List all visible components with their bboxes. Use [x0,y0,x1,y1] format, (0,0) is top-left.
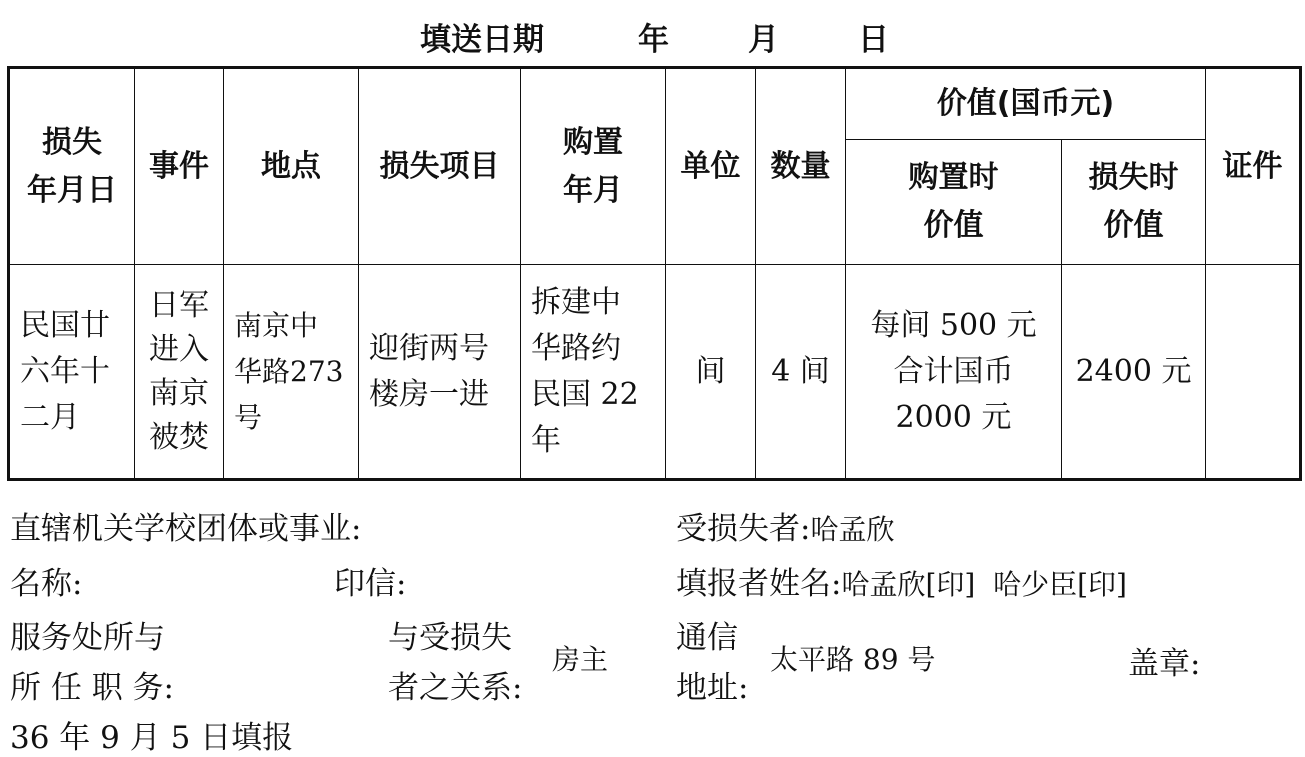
cell-value-at-loss: 2400 元 [1062,265,1206,480]
cell-unit: 间 [666,265,756,480]
col-purchase-date: 购置 年月 [521,68,666,265]
loss-report-table [7,66,1302,481]
address-label-1: 通信 [676,620,738,656]
filed-date: 36 年 9 月 5 日填报 [10,720,294,756]
filer-label: 填报者姓名:哈孟欣[印] 哈少臣[印] [676,566,1127,602]
address-value: 太平路 89 号 [770,643,936,676]
victim-label: 受损失者:哈孟欣 [676,511,895,547]
fill-date-label: 填送日期 [420,22,544,58]
cell-event: 日军 进入 南京 被焚 [135,265,224,480]
col-quantity: 数量 [756,68,846,265]
position-label-2: 所 任 职 务: [10,670,175,706]
victim-value: 哈孟欣 [810,513,895,546]
cell-certificate [1206,265,1301,480]
cell-loss-item: 迎街两号 楼房一进 [359,265,521,480]
cell-loss-date: 民国廿 六年十 二月 [9,265,135,480]
org-label: 直辖机关学校团体或事业: [10,511,362,547]
relation-label-1: 与受损失 [388,620,512,656]
col-value-at-loss: 损失时 价值 [1062,140,1206,265]
col-event: 事件 [135,68,224,265]
stamp-label: 盖章: [1128,646,1201,682]
col-location: 地点 [224,68,359,265]
col-certificate: 证件 [1206,68,1301,265]
filer-value: 哈孟欣[印] 哈少臣[印] [841,568,1127,601]
col-loss-date: 损失 年月日 [9,68,135,265]
address-label-2: 地址: [676,670,749,706]
table-row [9,265,1301,480]
col-value-at-purchase: 购置时 价值 [846,140,1062,265]
name-label: 名称: [10,566,83,602]
col-loss-item: 损失项目 [359,68,521,265]
month-label: 月 [748,22,779,58]
relation-value: 房主 [552,643,609,676]
day-label: 日 [858,22,889,58]
position-label-1: 服务处所与 [10,620,165,656]
cell-location: 南京中 华路273 号 [224,265,359,480]
seal-label: 印信: [334,566,407,602]
cell-value-at-purchase: 每间 500 元 合计国币 2000 元 [846,265,1062,480]
year-label: 年 [638,22,669,58]
relation-label-2: 者之关系: [388,670,523,706]
col-value-group: 价值(国币元) [846,68,1206,140]
fill-date-line [0,10,1305,60]
cell-purchase-date: 拆建中 华路约 民国 22 年 [521,265,666,480]
cell-quantity: 4 间 [756,265,846,480]
col-unit: 单位 [666,68,756,265]
